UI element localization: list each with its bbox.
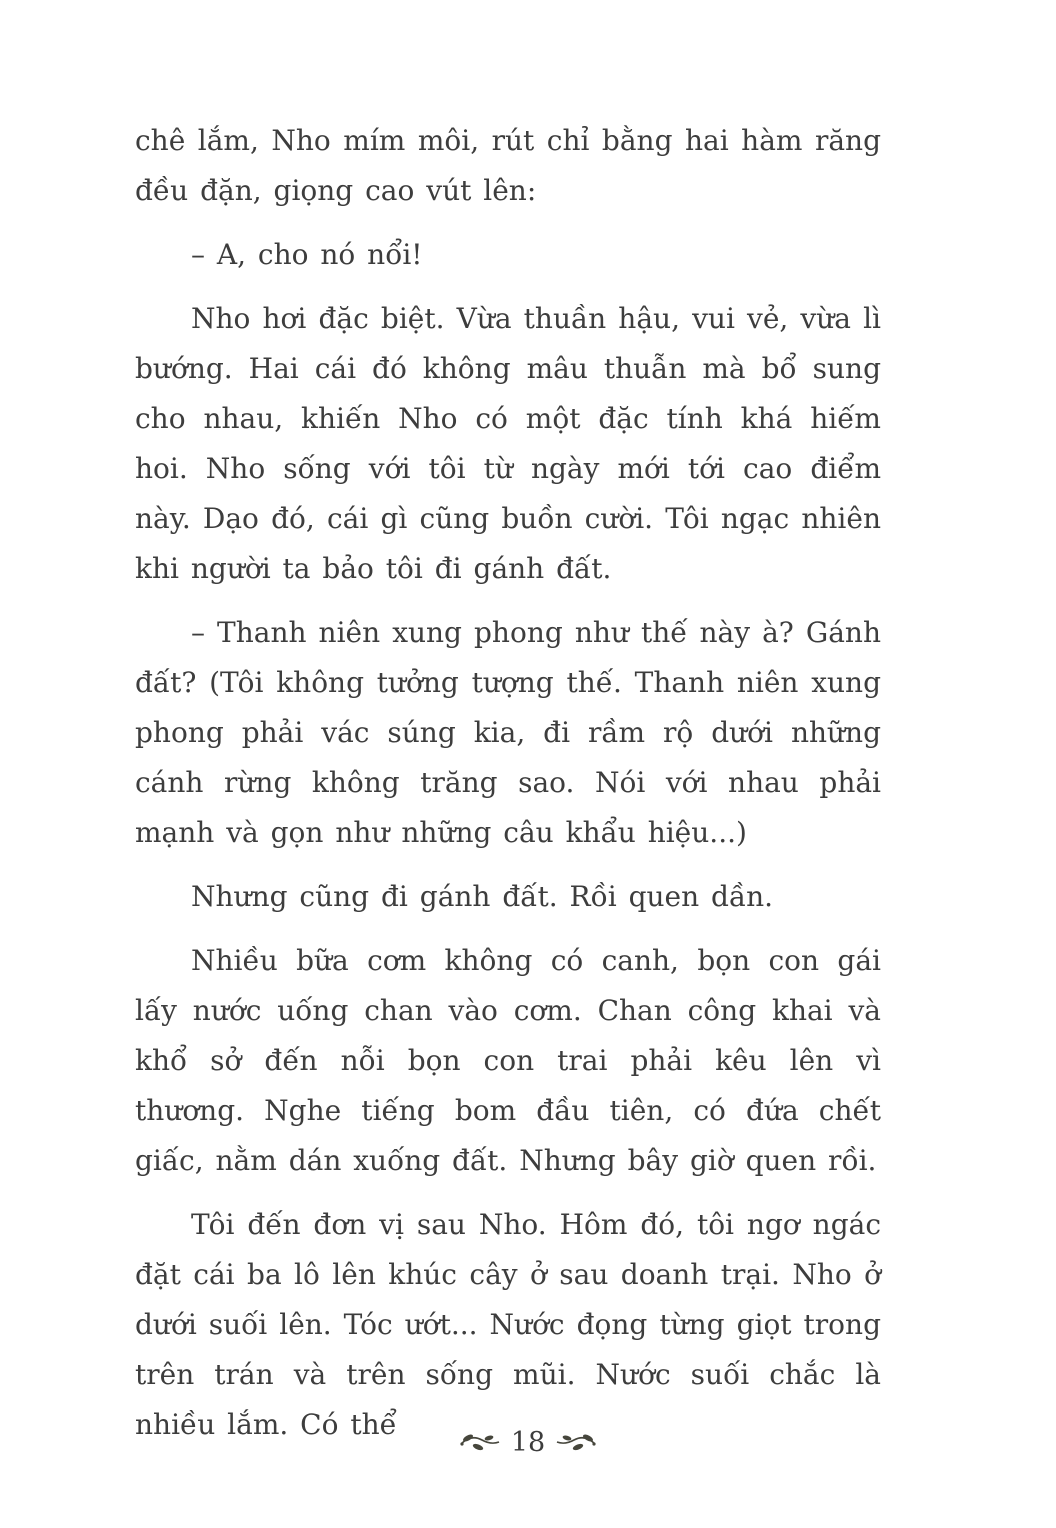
paragraph: chê lắm, Nho mím môi, rút chỉ bằng hai hàm răng đều đặn, giọng cao vút lên: <box>135 124 881 207</box>
page-footer <box>0 1429 1056 1456</box>
page-number: 18 <box>510 1427 546 1458</box>
paragraph: Nhiều bữa cơm không có canh, bọn con gái lấy nước uống chan vào cơm. Chan công khai và khổ sở đến nỗi bọn con trai phải kêu lên vì thương. Nghe tiếng bom đầu tiên, có đứa chết giấc, nằm dán xuống đất. Nhưng bây giờ quen rồi. <box>135 944 881 1177</box>
paragraph: – A, cho nó nổi! <box>191 238 423 271</box>
paragraph: Nho hơi đặc biệt. Vừa thuần hậu, vui vẻ, vừa lì bướng. Hai cái đó không mâu thuẫn mà bổ sung cho nhau, khiến Nho có một đặc tính khá hiếm hoi. Nho sống với tôi từ ngày mới tới cao điểm này. Dạo đó, cái gì cũng buồn cười. Tôi ngạc nhiên khi người ta bảo tôi đi gánh đất. <box>135 302 881 585</box>
paragraph: Tôi đến đơn vị sau Nho. Hôm đó, tôi ngơ ngác đặt cái ba lô lên khúc cây ở sau doanh trại. Nho ở dưới suối lên. Tóc ướt... Nước đọng từng giọt trong trên trán và trên sống mũi. Nước suối chắc là nhiều lắm. Có thể <box>135 1208 881 1441</box>
floral-ornament-icon <box>555 1431 597 1455</box>
paragraph: Nhưng cũng đi gánh đất. Rồi quen dần. <box>191 880 774 913</box>
floral-ornament-icon <box>459 1431 501 1455</box>
paragraph: – Thanh niên xung phong như thế này à? Gánh đất? (Tôi không tưởng tượng thế. Thanh niên xung phong phải vác súng kia, đi rầm rộ dưới những cánh rừng không trăng sao. Nói với nhau phải mạnh và gọn như những câu khẩu hiệu...) <box>135 616 881 849</box>
page-body-text <box>135 116 881 1464</box>
